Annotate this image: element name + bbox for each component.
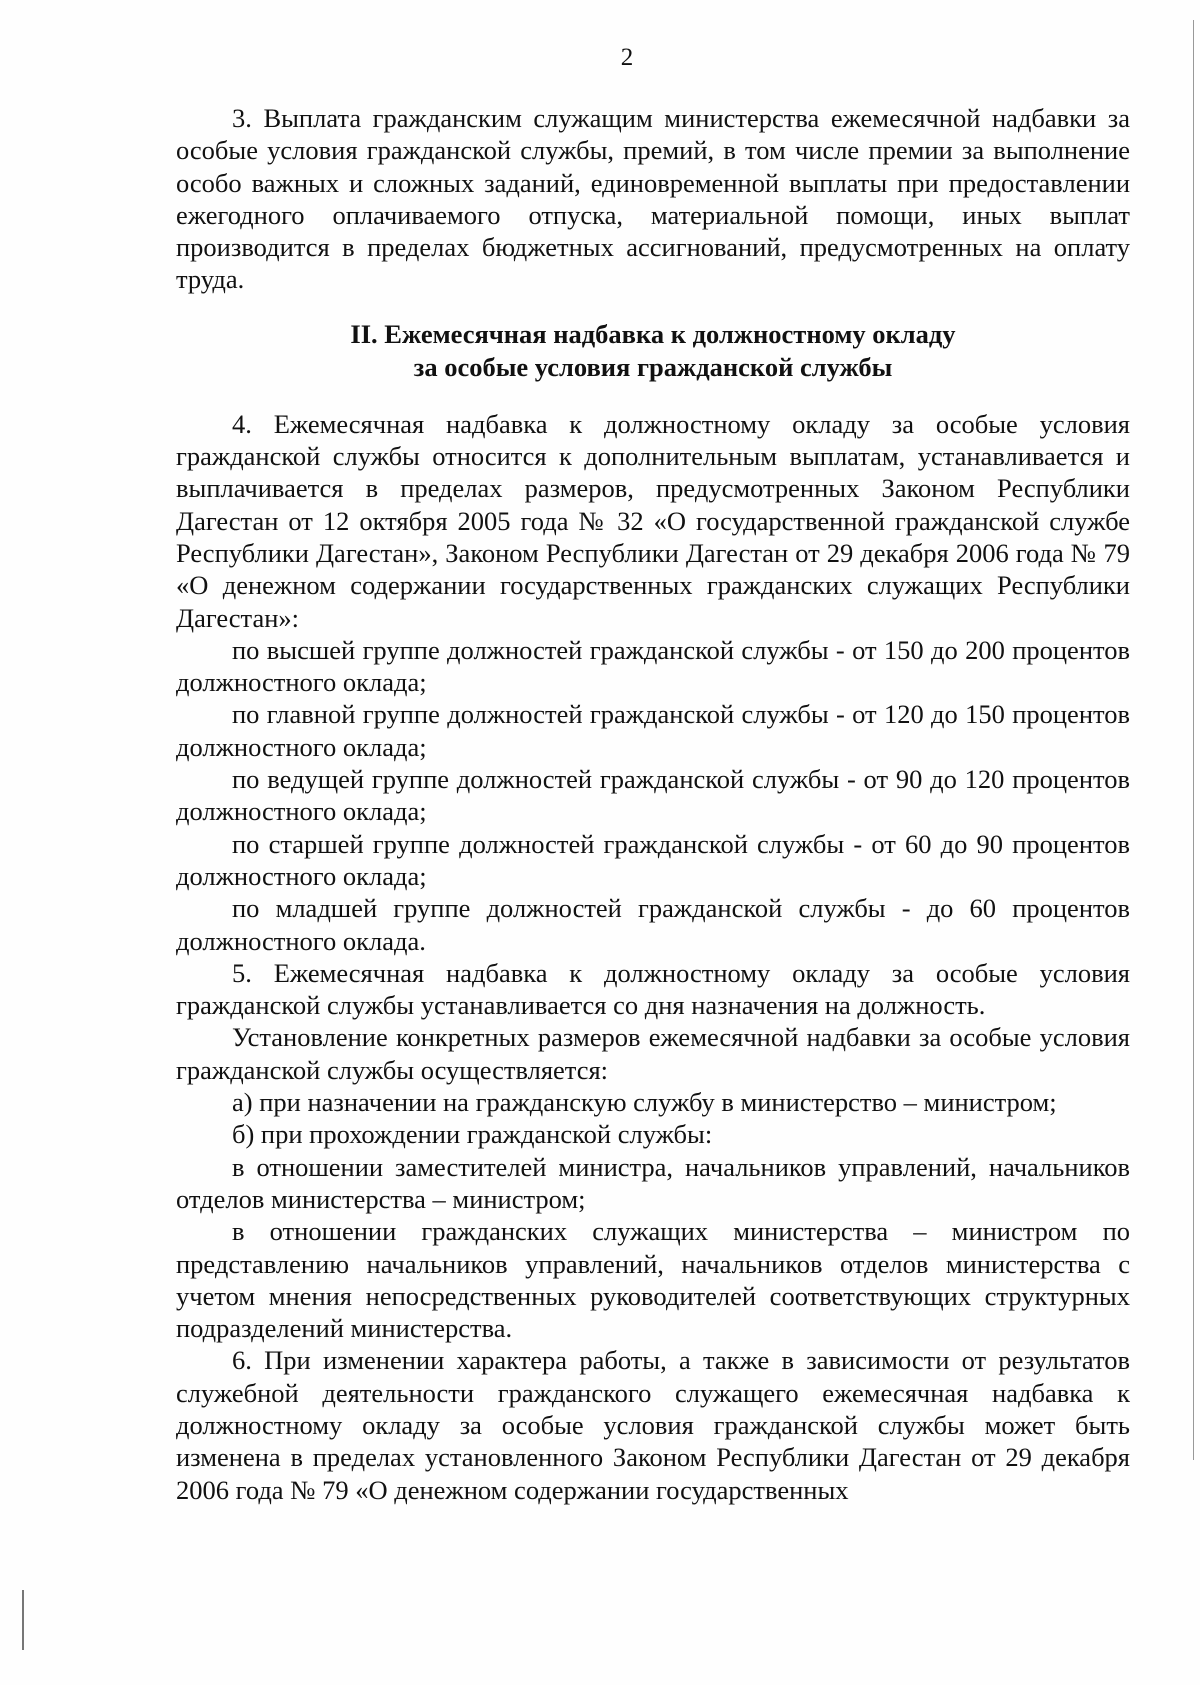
group-main: по главной группе должностей гражданской службы - от 120 до 150 процентов должностного оклада; — [176, 699, 1130, 762]
scan-left-mark — [22, 1590, 24, 1650]
paragraph-6: 6. При изменении характера работы, а также в зависимости от результатов служебной деятельности гражданского служащего ежемесячная надбавка к должностному окладу за особые условия гражданской службы может быть изменена в пределах установленного Законом Республики Дагестан от 29 декабря 2006 года № 79 «О денежном содержании государственных — [176, 1345, 1130, 1505]
item-a: а) при назначении на гражданскую службу в министерство – министром; — [232, 1087, 1057, 1118]
section-heading-line-2: за особые условия гражданской службы — [413, 351, 893, 382]
scan-edge-line — [1193, 20, 1194, 1460]
paragraph-3: 3. Выплата гражданским служащим министерства ежемесячной надбавки за особые условия гражданской службы, премий, в том числе премии за выполнение особо важных и сложных заданий, единовременной выплаты при предоставлении ежегодного оплачиваемого отпуска, материальной помощи, иных выплат производится в пределах бюджетных ассигнований, предусмотренных на оплату труда. — [176, 103, 1130, 295]
document-body — [176, 102, 1130, 1506]
section-heading-line-1: II. Ежемесячная надбавка к должностному окладу — [350, 318, 956, 349]
item-b: б) при прохождении гражданской службы: — [232, 1119, 713, 1150]
item-b-deputies: в отношении заместителей министра, начальников управлений, начальников отделов министерства – министром; — [176, 1151, 1130, 1214]
paragraph-4: 4. Ежемесячная надбавка к должностному окладу за особые условия гражданской службы относится к дополнительным выплатам, устанавливается и выплачивается в пределах размеров, предусмотренных Законом Республики Дагестан от 12 октября 2005 года № 32 «О государственной гражданской службе Республики Дагестан», Законом Республики Дагестан от 29 декабря 2006 года № 79 «О денежном содержании государственных гражданских служащих Республики Дагестан»: — [176, 408, 1130, 633]
section-heading — [176, 318, 1130, 384]
group-senior: по старшей группе должностей гражданской службы - от 60 до 90 процентов должностного оклада; — [176, 828, 1130, 891]
paragraph-5-establishment: Установление конкретных размеров ежемесячной надбавки за особые условия гражданской службы осуществляется: — [176, 1022, 1130, 1085]
item-b-employees: в отношении гражданских служащих министерства – министром по представлению начальников управлений, начальников отделов министерства с учетом мнения непосредственных руководителей соответствующих структурных подразделений министерства. — [176, 1216, 1130, 1344]
group-junior: по младшей группе должностей гражданской службы - до 60 процентов должностного оклада. — [176, 893, 1130, 956]
page-number: 2 — [620, 44, 634, 71]
group-highest: по высшей группе должностей гражданской службы - от 150 до 200 процентов должностного оклада; — [176, 634, 1130, 698]
group-leading: по ведущей группе должностей гражданской службы - от 90 до 120 процентов должностного оклада; — [176, 764, 1130, 827]
paragraph-5: 5. Ежемесячная надбавка к должностному окладу за особые условия гражданской службы устанавливается со дня назначения на должность. — [176, 957, 1130, 1021]
